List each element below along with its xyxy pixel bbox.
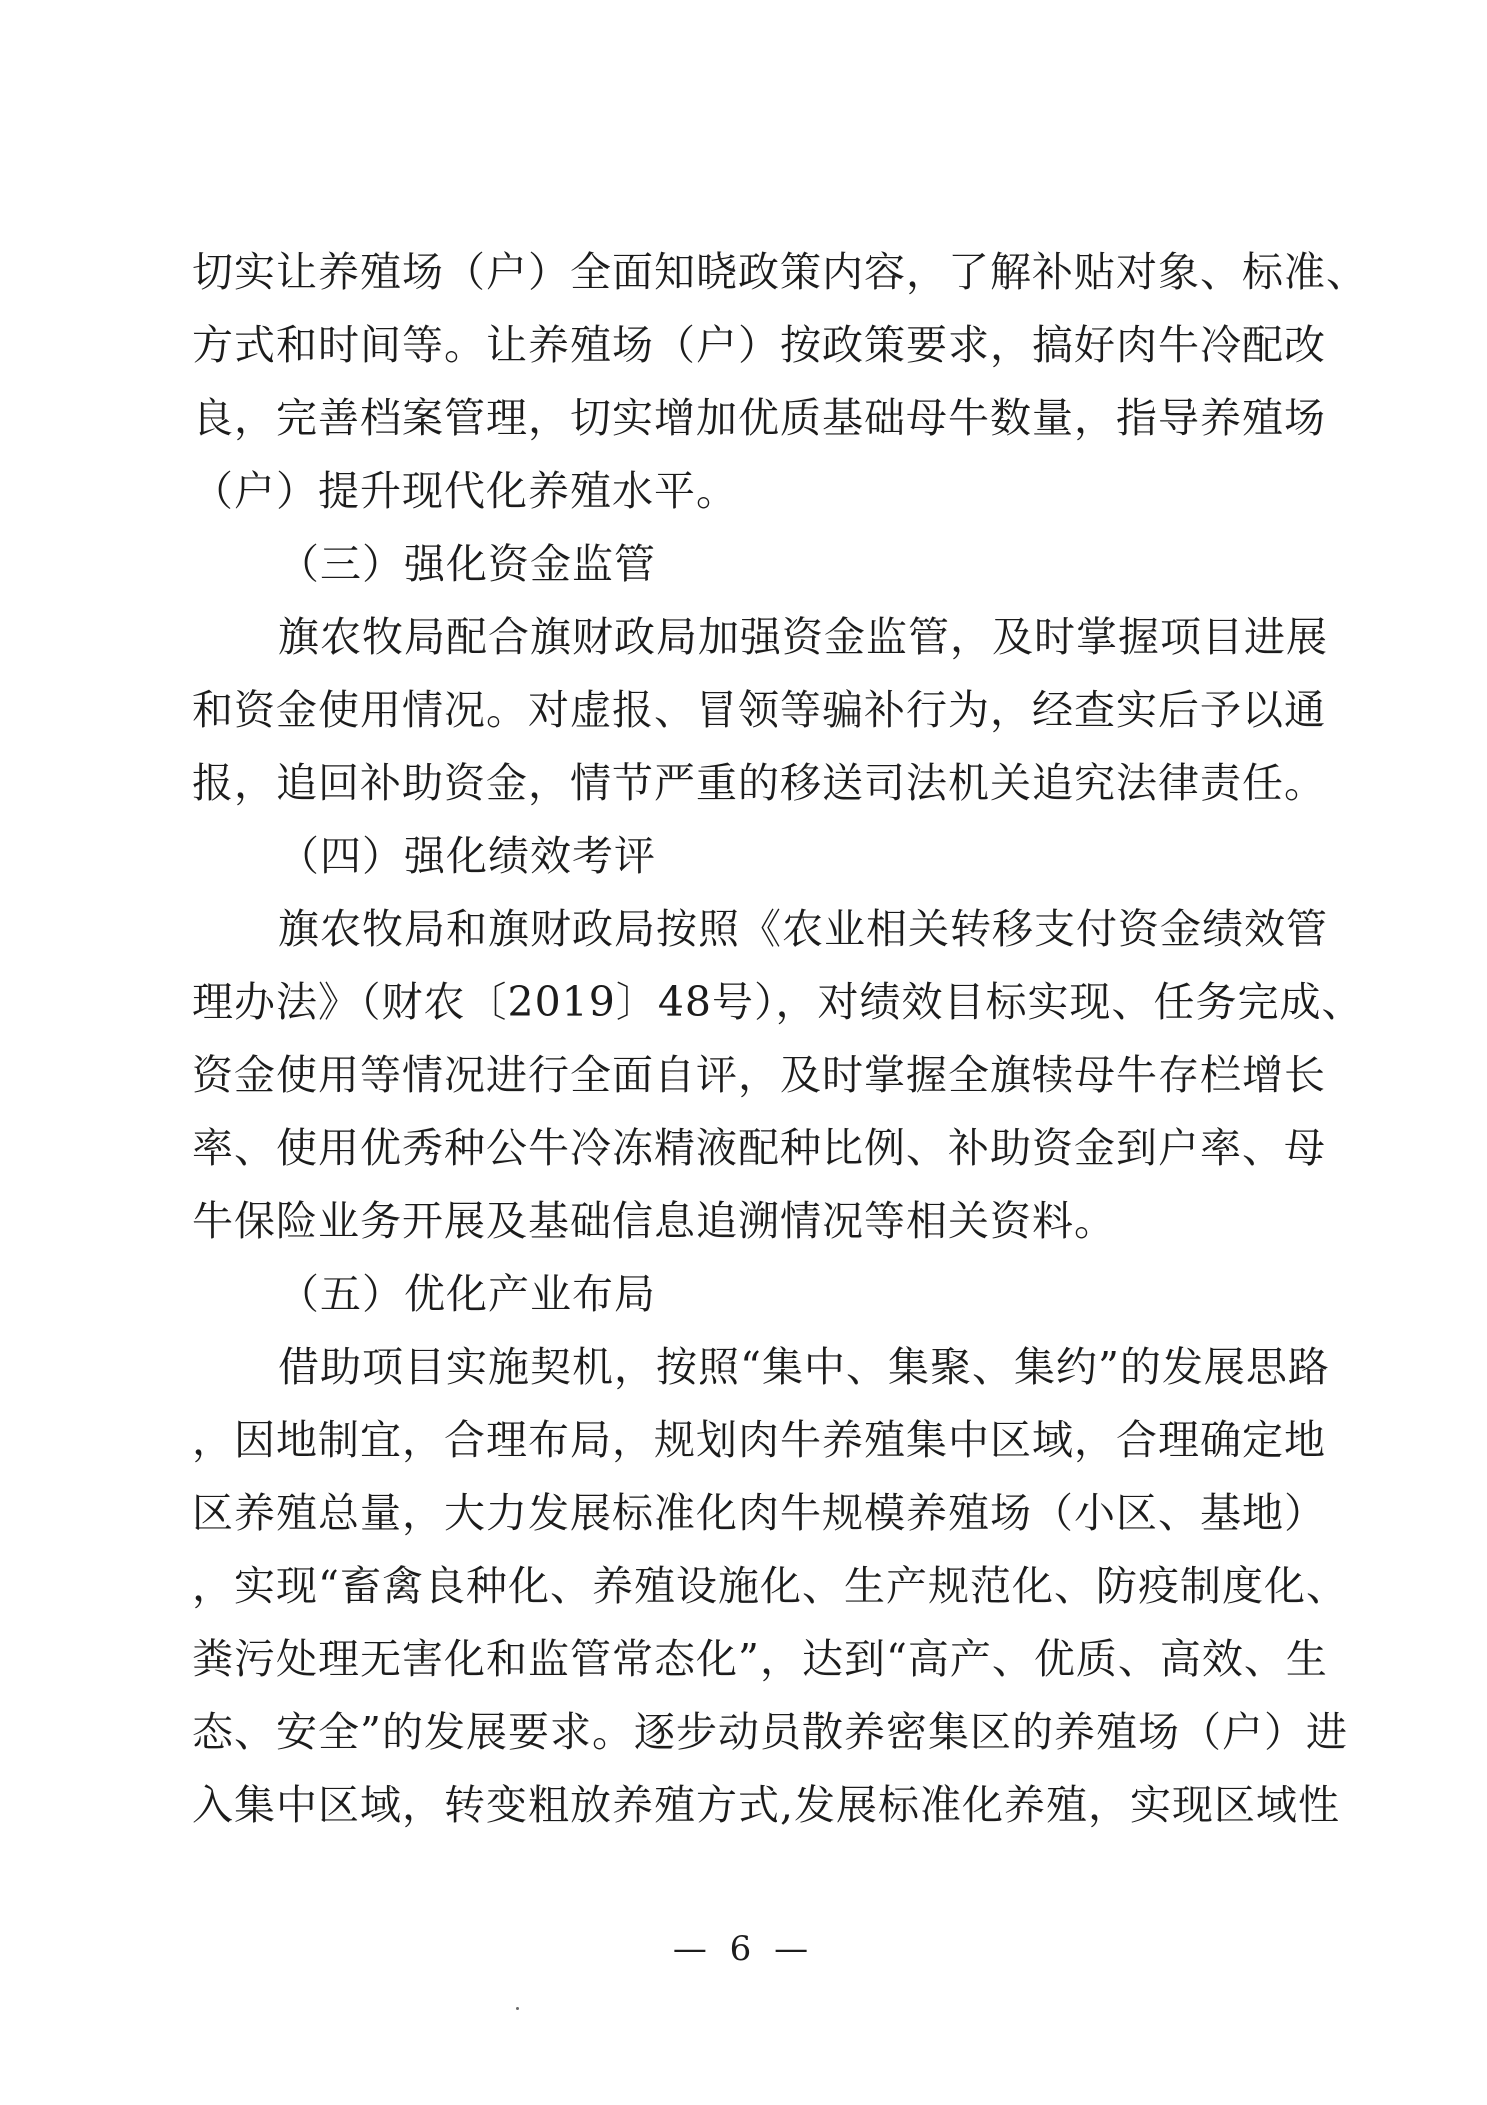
paragraph-line: 切实让养殖场（户）全面知晓政策内容，了解补贴对象、标准、 bbox=[192, 248, 1368, 296]
paragraph-line: 方式和时间等。让养殖场（户）按政策要求，搞好肉牛冷配改 bbox=[192, 321, 1326, 369]
paragraph-line: 区养殖总量，大力发展标准化肉牛规模养殖场（小区、基地） bbox=[192, 1489, 1326, 1537]
page-number: — 6 — bbox=[672, 1929, 815, 1969]
paragraph-line: 旗农牧局和旗财政局按照《农业相关转移支付资金绩效管 bbox=[278, 905, 1328, 953]
paragraph-line: 粪污处理无害化和监管常态化”，达到“高产、优质、高效、生 bbox=[192, 1635, 1328, 1683]
section-heading-4: （四）强化绩效考评 bbox=[278, 832, 656, 880]
paragraph-line: 率、使用优秀种公牛冷冻精液配种比例、补助资金到户率、母 bbox=[192, 1124, 1326, 1172]
paragraph-line: （户）提升现代化养殖水平。 bbox=[192, 467, 738, 515]
paragraph-line: 借助项目实施契机，按照“集中、集聚、集约”的发展思路 bbox=[278, 1343, 1330, 1391]
paragraph-line: 资金使用等情况进行全面自评，及时掌握全旗犊母牛存栏增长 bbox=[192, 1051, 1326, 1099]
paragraph-line: 入集中区域，转变粗放养殖方式,发展标准化养殖，实现区域性 bbox=[192, 1781, 1341, 1829]
scan-speck bbox=[516, 2007, 519, 2010]
section-heading-5: （五）优化产业布局 bbox=[278, 1270, 656, 1318]
paragraph-line: 旗农牧局配合旗财政局加强资金监管，及时掌握项目进展 bbox=[278, 613, 1328, 661]
section-heading-3: （三）强化资金监管 bbox=[278, 540, 656, 588]
paragraph-line: 报，追回补助资金，情节严重的移送司法机关追究法律责任。 bbox=[192, 759, 1326, 807]
body-text bbox=[192, 236, 1368, 1842]
paragraph-line: 和资金使用情况。对虚报、冒领等骗补行为，经查实后予以通 bbox=[192, 686, 1326, 734]
paragraph-line: 态、安全”的发展要求。逐步动员散养密集区的养殖场（户）进 bbox=[192, 1708, 1348, 1756]
paragraph-line: 牛保险业务开展及基础信息追溯情况等相关资料。 bbox=[192, 1197, 1116, 1245]
paragraph-line: 良，完善档案管理，切实增加优质基础母牛数量，指导养殖场 bbox=[192, 394, 1326, 442]
paragraph-line: ，因地制宜，合理布局，规划肉牛养殖集中区域，合理确定地 bbox=[192, 1416, 1326, 1464]
paragraph-line: ，实现“畜禽良种化、养殖设施化、生产规范化、防疫制度化、 bbox=[192, 1562, 1348, 1610]
paragraph-line: 理办法》（财农〔2019〕48号），对绩效目标实现、任务完成、 bbox=[192, 978, 1364, 1026]
